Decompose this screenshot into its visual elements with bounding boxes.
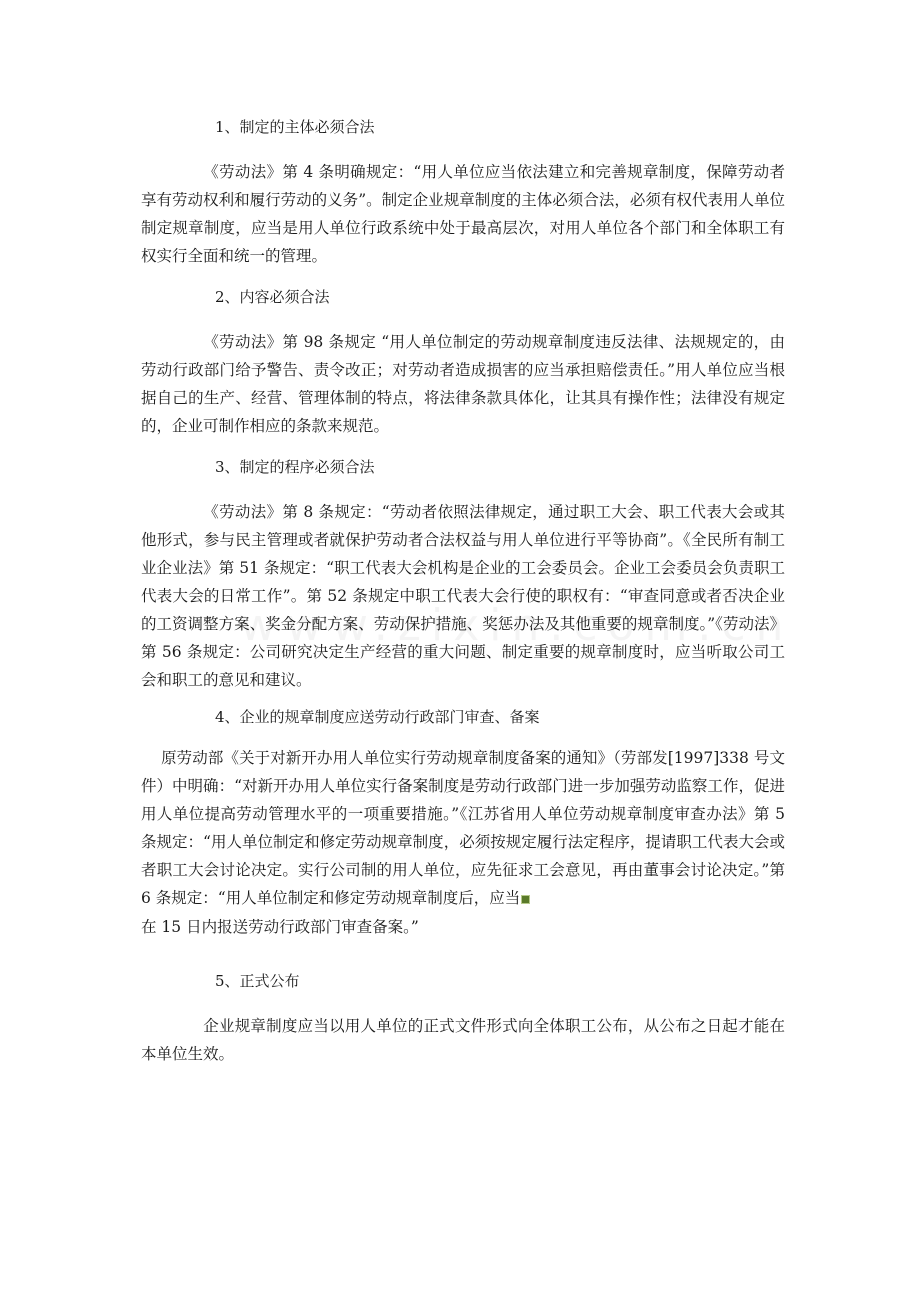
section-1-body <box>141 158 785 270</box>
section-5-text: 企业规章制度应当以用人单位的正式文件形式向全体职工公布，从公布之日起才能在本单位生效。 <box>141 1017 785 1063</box>
section-1-text: 《劳动法》第 4 条明确规定：“用人单位应当依法建立和完善规章制度，保障劳动者享有劳动权利和履行劳动的义务”。制定企业规章制度的主体必须合法，必须有权代表用人单位制定规章制度，应当是用人单位行政系统中处于最高层次，对用人单位各个部门和全体职工有权实行全面和统一的管理。 <box>141 163 785 265</box>
section-5-body <box>141 1012 785 1068</box>
section-4-text: 原劳动部《关于对新开办用人单位实行劳动规章制度备案的通知》（劳部发[1997]338 号文件）中明确：“对新开办用人单位实行备案制度是劳动行政部门进一步加强劳动监察工作，促进用人单位提高劳动管理水平的一项重要措施。”《江苏省用人单位劳动规章制度审查办法》第 5 条规定：“用人单位制定和修定劳动规章制度，必须按规定履行法定程序，提请职工代表大会或者职工大会讨论决定。实行公司制的用人单位，应先征求工会意见，再由董事会讨论决定。”第 6 条规定：“用人单位制定和修定劳动规章制度后，应当 <box>141 749 785 907</box>
section-4-body <box>141 744 785 912</box>
section-2-heading: 2、内容必须合法 <box>215 288 330 306</box>
section-4-continuation: 在 15 日内报送劳动行政部门审查备案。” <box>141 918 419 936</box>
section-1-heading: 1、制定的主体必须合法 <box>215 118 375 136</box>
section-4-heading: 4、企业的规章制度应送劳动行政部门审查、备案 <box>215 708 540 726</box>
section-2-body <box>141 328 785 440</box>
section-3-heading: 3、制定的程序必须合法 <box>215 458 375 476</box>
section-3-body <box>141 498 785 694</box>
section-3-text: 《劳动法》第 8 条规定：“劳动者依照法律规定，通过职工大会、职工代表大会或其他形式，参与民主管理或者就保护劳动者合法权益与用人单位进行平等协商”。《全民所有制工业企业法》第 51 条规定：“职工代表大会机构是企业的工会委员会。企业工会委员会负责职工代表大会的日常工作”。第 52 条规定中职工代表大会行使的职权有：“审查同意或者否决企业的工资调整方案、奖金分配方案、劳动保护措施、奖惩办法及其他重要的规章制度。”《劳动法》第 56 条规定：公司研究决定生产经营的重大问题、制定重要的规章制度时，应当听取公司工会和职工的意见和建议。 <box>141 503 785 689</box>
section-5-heading: 5、正式公布 <box>215 972 300 990</box>
anchor-mark-icon <box>521 895 530 904</box>
section-2-text: 《劳动法》第 98 条规定 “用人单位制定的劳动规章制度违反法律、法规规定的，由劳动行政部门给予警告、责令改正；对劳动者造成损害的应当承担赔偿责任。”用人单位应当根据自己的生产、经营、管理体制的特点，将法律条款具体化，让其具有操作性；法律没有规定的，企业可制作相应的条款来规范。 <box>141 333 785 435</box>
